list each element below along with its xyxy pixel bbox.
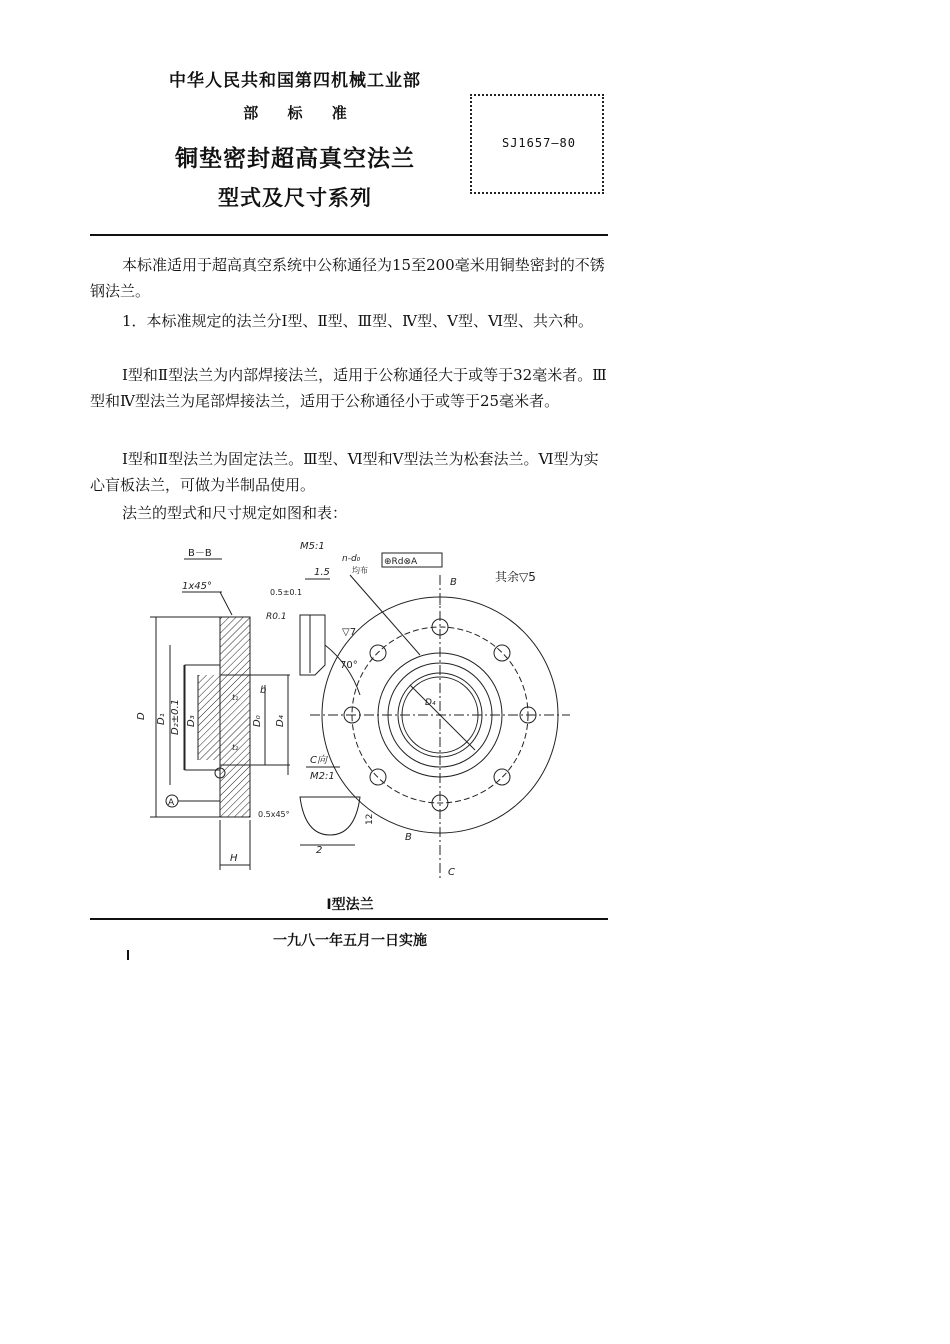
footer-rule: [90, 918, 608, 920]
front-view: [310, 553, 570, 880]
angle70-label: 70°: [340, 660, 358, 671]
section-view: [136, 548, 290, 870]
standard-code-box: [470, 94, 604, 194]
title-line-1: 铜垫密封超高真空法兰: [175, 146, 415, 172]
dim-t2-label: t₂: [232, 743, 239, 752]
paragraph-figure-intro-text: 法兰的型式和尺寸规定如图和表：: [122, 504, 348, 522]
dim-t1-label: t₁: [232, 693, 239, 702]
dim-d4-label: D₄: [275, 715, 286, 727]
ministry-name: 中华人民共和国第四机械工业部: [169, 71, 421, 91]
roughness-label: 其余▽5: [495, 570, 536, 584]
flange-drawing: [120, 535, 610, 890]
dk-label: D₄: [425, 698, 436, 708]
paragraph-types-text: 1．本标准规定的法兰分Ⅰ型、Ⅱ型、Ⅲ型、Ⅳ型、Ⅴ型、Ⅵ型、共六种。: [122, 312, 594, 330]
dim-05-label: 0.5±0.1: [270, 588, 303, 597]
dim-d-label: D: [136, 712, 147, 720]
scale-m-label: M5:1: [300, 541, 325, 552]
section-b-top: B: [450, 577, 457, 588]
view-c-label: C向: [310, 755, 327, 766]
finish7-label: ▽7: [342, 627, 357, 638]
dim-d2-label: D₂±0.1: [170, 699, 181, 735]
scale-c-label: M2:1: [310, 771, 335, 782]
holes-label: n-d₀: [342, 554, 361, 564]
paragraph-welding: [90, 362, 610, 414]
figure-caption: Ⅰ型法兰: [326, 897, 374, 913]
paragraph-welding-text: Ⅰ型和Ⅱ型法兰为内部焊接法兰，适用于公称通径大于或等于32毫米者。Ⅲ型和Ⅳ型法兰为尾部焊接法兰，适用于公称通径小于或等于25毫米者。: [90, 366, 607, 410]
section-label: B－B: [188, 548, 212, 559]
title-line-2: 型式及尺寸系列: [218, 186, 372, 210]
dim-b-label: b: [260, 685, 267, 696]
paragraph-scope: [90, 252, 610, 304]
chamfer-label: 1x45°: [182, 581, 213, 592]
dim-2-label: 2: [316, 845, 323, 856]
dim-d1-label: D₁: [156, 713, 167, 725]
datum-a-label: A: [168, 798, 175, 808]
holes-note: 均布: [352, 566, 368, 575]
section-c-label: C: [448, 867, 455, 878]
tolerance-label: ⊕Rd⊗A: [384, 557, 418, 567]
section-b-bottom: B: [405, 832, 412, 843]
paragraph-types: [90, 308, 610, 334]
paragraph-scope-text: 本标准适用于超高真空系统中公称通径为15至200毫米用铜垫密封的不锈钢法兰。: [90, 256, 605, 300]
standard-code: SJ1657—80: [501, 136, 577, 150]
paragraph-figure-intro: [90, 500, 610, 526]
page-mark: [127, 950, 129, 960]
paragraph-fixed-loose: [90, 446, 610, 498]
dim-d3-label: D₃: [186, 715, 197, 727]
dim-12-label: 12: [365, 813, 375, 825]
dim-d0-label: D₀: [252, 715, 263, 727]
implementation-date: 一九八一年五月一日实施: [273, 933, 427, 949]
header-rule: [90, 234, 608, 236]
detail-views: [258, 541, 375, 856]
r01-label: R0.1: [266, 612, 287, 622]
paragraph-fixed-loose-text: Ⅰ型和Ⅱ型法兰为固定法兰。Ⅲ型、Ⅵ型和Ⅴ型法兰为松套法兰。Ⅵ型为实心盲板法兰，可做为半制品使用。: [90, 450, 599, 494]
dim-h-label: H: [230, 853, 238, 864]
chamfer2-label: 0.5x45°: [258, 810, 290, 819]
dim-15-label: 1.5: [314, 567, 330, 578]
standard-type: 部 标 准: [243, 104, 347, 122]
